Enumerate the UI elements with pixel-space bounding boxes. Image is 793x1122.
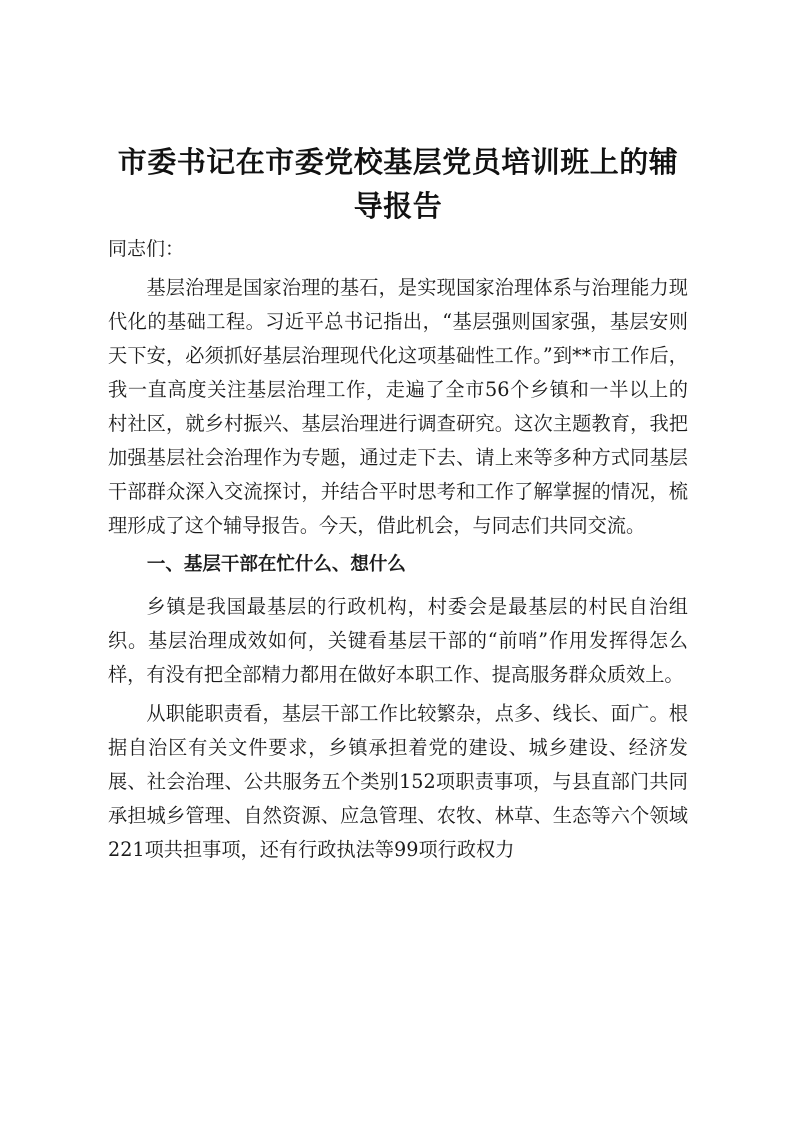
document-title: 市委书记在市委党校基层党员培训班上的辅导报告	[117, 145, 679, 223]
document-page	[108, 140, 688, 872]
section-paragraph-2: 从职能职责看，基层干部工作比较繁杂，点多、线长、面广。根据自治区有关文件要求，乡镇承担着党的建设、城乡建设、经济发展、社会治理、公共服务五个类别152项职责事项，与县直部门共同承担城乡管理、自然资源、应急管理、农牧、林草、生态等六个领域221项共担事项，还有行政执法等99项行政权力	[108, 702, 688, 861]
section-paragraph-1: 乡镇是我国最基层的行政机构，村委会是最基层的村民自治组织。基层治理成效如何，关键看基层干部的“前哨”作用发挥得怎么样，有没有把全部精力都用在做好本职工作、提高服务群众质效上。	[108, 595, 688, 686]
intro-paragraph: 基层治理是国家治理的基石，是实现国家治理体系与治理能力现代化的基础工程。习近平总书记指出，“基层强则国家强，基层安则天下安，必须抓好基层治理现代化这项基础性工作。”到**市工作后，我一直高度关注基层治理工作，走遍了全市56个乡镇和一半以上的村社区，就乡村振兴、基层治理进行调查研究。这次主题教育，我把加强基层社会治理作为专题，通过走下去、请上来等多种方式同基层干部群众深入交流探讨，并结合平时思考和工作了解掌握的情况，梳理形成了这个辅导报告。今天，借此机会，与同志们共同交流。	[108, 276, 688, 537]
salutation: 同志们：	[108, 238, 185, 260]
section-heading: 一、基层干部在忙什么、想什么	[146, 554, 406, 575]
